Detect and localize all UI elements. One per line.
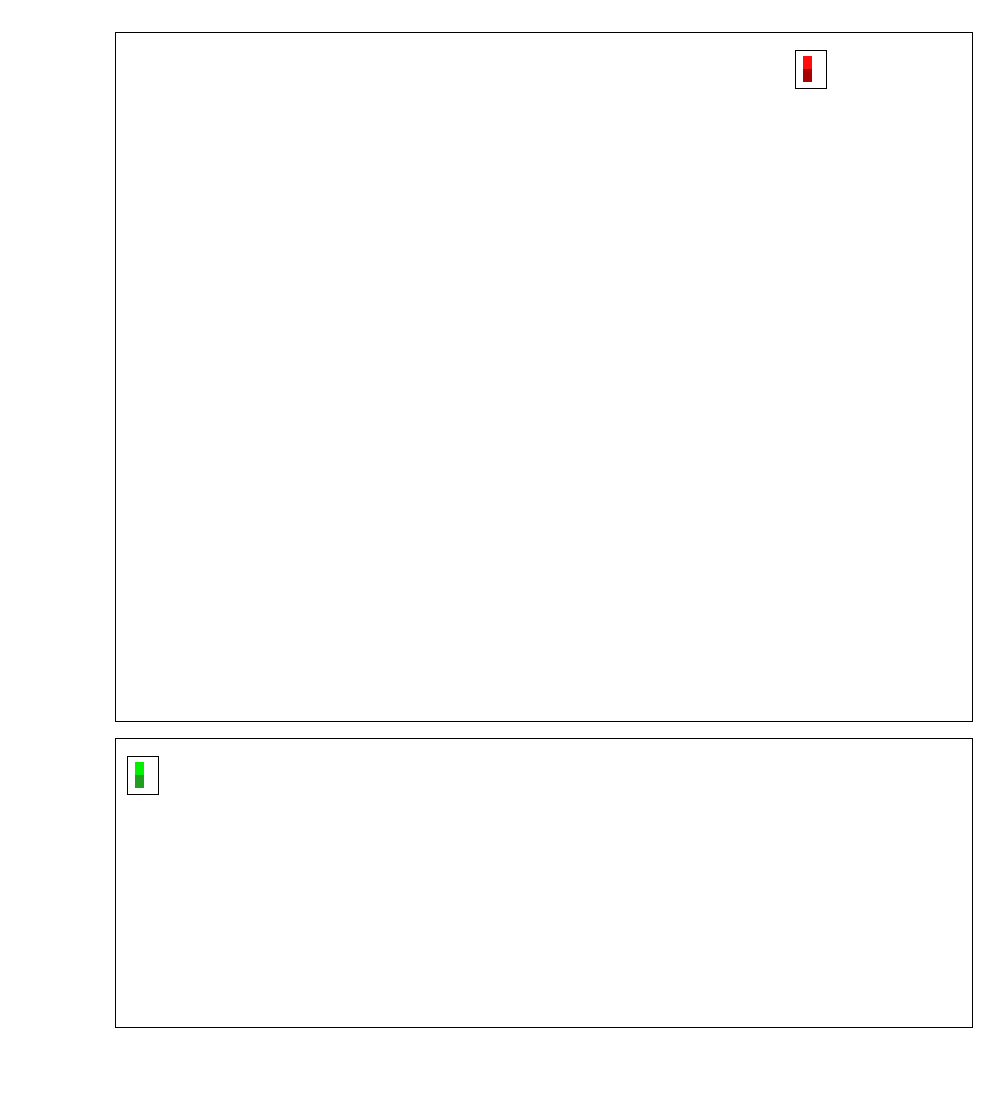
legend-item-participation xyxy=(803,56,818,69)
top-legend xyxy=(795,50,827,89)
legend-swatch-available xyxy=(135,762,144,775)
top-bars xyxy=(116,33,972,721)
rupture-count-plot xyxy=(115,738,973,1028)
bottom-bars xyxy=(116,739,972,1027)
bottom-y-tick-labels xyxy=(0,0,108,1100)
legend-item-utilized xyxy=(135,775,150,788)
bottom-legend xyxy=(127,756,159,795)
legend-swatch-nucleation xyxy=(803,69,812,82)
incremental-rate-plot xyxy=(115,32,973,722)
legend-swatch-participation xyxy=(803,56,812,69)
legend-swatch-utilized xyxy=(135,775,144,788)
legend-item-available xyxy=(135,762,150,775)
x-tick-labels xyxy=(0,1034,1000,1060)
legend-item-nucleation xyxy=(803,69,818,82)
